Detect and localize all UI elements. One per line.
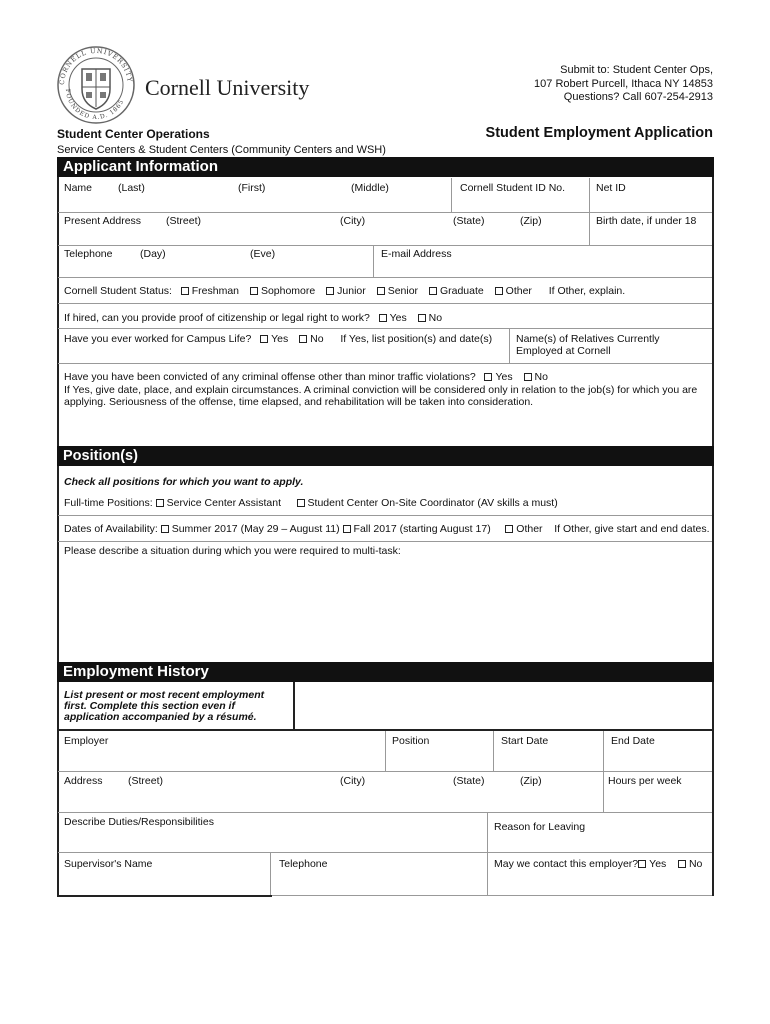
status-other-explain: If Other, explain. — [548, 285, 626, 297]
checkbox-icon — [260, 335, 268, 343]
contact-no[interactable]: No — [678, 858, 702, 870]
emp-street-label: (Street) — [128, 775, 164, 787]
zip-label: (Zip) — [520, 215, 542, 227]
contact-question: May we contact this employer? — [494, 858, 639, 870]
box-border — [712, 466, 714, 663]
convicted-explain: If Yes, give date, place, and explain circumstances. A criminal conviction will be considered only in relation to the job(s) for which you are applying. Seriousness of the offense, time elapsed, and rehabilitation will be taken into consideration. — [64, 384, 698, 408]
row-divider — [58, 852, 712, 853]
convicted-row — [64, 371, 556, 383]
row-divider — [58, 212, 712, 213]
dept-name: Student Center Operations — [57, 127, 210, 141]
checkbox-icon — [484, 373, 492, 381]
row-divider — [58, 812, 712, 813]
divider — [603, 731, 604, 813]
svg-text:CORNELL UNIVERSITY: CORNELL UNIVERSITY — [57, 46, 134, 86]
row-divider — [58, 771, 712, 772]
street-label: (Street) — [166, 215, 202, 227]
city-label: (City) — [340, 215, 366, 227]
row-divider — [58, 277, 712, 278]
status-junior[interactable]: Junior — [326, 285, 366, 297]
checkbox-icon — [379, 314, 387, 322]
email-label: E-mail Address — [381, 248, 452, 260]
row-divider — [58, 245, 712, 246]
name-label: Name — [64, 182, 93, 194]
checkbox-icon — [638, 860, 646, 868]
position-onsite-coordinator[interactable]: Student Center On-Site Coordinator (AV skills a must) — [297, 497, 558, 509]
status-label: Cornell Student Status: — [64, 285, 172, 297]
box-border — [57, 177, 59, 446]
telephone-label: Telephone — [64, 248, 113, 260]
divider — [451, 178, 452, 213]
university-name: Cornell University — [145, 75, 310, 100]
citizenship-yes[interactable]: Yes — [379, 312, 407, 324]
fulltime-label: Full-time Positions: — [64, 497, 153, 509]
contact-row — [494, 858, 702, 870]
campus-life-row — [64, 333, 492, 345]
birth-date-label: Birth date, if under 18 — [596, 215, 697, 227]
availability-row — [64, 523, 710, 535]
status-graduate[interactable]: Graduate — [429, 285, 484, 297]
contact-yes[interactable]: Yes — [638, 858, 666, 870]
day-phone-label: (Day) — [140, 248, 166, 260]
convicted-yes[interactable]: Yes — [484, 371, 512, 383]
checkbox-icon — [326, 287, 334, 295]
citizenship-no[interactable]: No — [418, 312, 442, 324]
checkbox-icon — [297, 499, 305, 507]
emp-city-label: (City) — [340, 775, 366, 787]
net-id-label: Net ID — [596, 182, 626, 194]
row-divider — [57, 895, 272, 897]
submit-line: Submit to: Student Center Ops, — [560, 64, 713, 76]
row-divider — [58, 515, 712, 516]
citizenship-question: If hired, can you provide proof of citizenship or legal right to work? — [64, 312, 370, 324]
submit-line: 107 Robert Purcell, Ithaca NY 14853 — [534, 77, 713, 90]
status-sophomore[interactable]: Sophomore — [250, 285, 315, 297]
availability-fall[interactable]: Fall 2017 (starting August 17) — [343, 523, 491, 535]
row-divider — [272, 895, 712, 896]
citizenship-row — [64, 312, 450, 324]
box-border — [712, 682, 714, 896]
employer-label: Employer — [64, 735, 109, 747]
student-id-label: Cornell Student ID No. — [460, 182, 566, 194]
address-label: Present Address — [64, 215, 142, 227]
convicted-question: Have you have been convicted of any criminal offense other than minor traffic violations? — [64, 371, 476, 383]
checkbox-icon — [181, 287, 189, 295]
availability-label: Dates of Availability: — [64, 523, 158, 535]
student-status-row — [64, 285, 625, 297]
availability-other[interactable]: Other — [505, 523, 542, 535]
checkbox-icon — [299, 335, 307, 343]
divider — [373, 246, 374, 278]
checkbox-icon — [250, 287, 258, 295]
dept-subtitle: Service Centers & Student Centers (Community Centers and WSH) — [57, 144, 386, 156]
divider — [385, 731, 386, 772]
divider — [493, 731, 494, 772]
cornell-seal — [56, 45, 136, 125]
checkbox-icon — [161, 525, 169, 533]
end-date-label: End Date — [611, 735, 655, 747]
campus-life-no[interactable]: No — [299, 333, 323, 345]
eve-phone-label: (Eve) — [250, 248, 276, 260]
divider — [509, 329, 510, 364]
emp-address-label: Address — [64, 775, 103, 787]
position-label: Position — [392, 735, 430, 747]
availability-other-explain: If Other, give start and end dates. — [554, 523, 710, 535]
row-divider — [58, 363, 712, 364]
applicant-section-title: Applicant Information — [57, 157, 714, 177]
divider — [487, 813, 488, 895]
start-date-label: Start Date — [501, 735, 549, 747]
emp-state-label: (State) — [453, 775, 485, 787]
position-service-center-assistant[interactable]: Service Center Assistant — [156, 497, 294, 509]
supervisor-label: Supervisor's Name — [64, 858, 153, 870]
fulltime-row — [64, 497, 558, 509]
checkbox-icon — [418, 314, 426, 322]
status-senior[interactable]: Senior — [377, 285, 418, 297]
status-freshman[interactable]: Freshman — [181, 285, 239, 297]
checkbox-icon — [429, 287, 437, 295]
form-title: Student Employment Application — [485, 125, 713, 141]
middle-name-label: (Middle) — [351, 182, 389, 194]
checkbox-icon — [678, 860, 686, 868]
divider — [293, 682, 295, 730]
svg-text:FOUNDED A.D. 1865: FOUNDED A.D. 1865 — [63, 88, 126, 122]
checkbox-icon — [505, 525, 513, 533]
campus-life-yes[interactable]: Yes — [260, 333, 288, 345]
multitask-answer-area[interactable] — [60, 560, 710, 660]
emp-telephone-label: Telephone — [279, 858, 328, 870]
box-border — [57, 682, 59, 896]
checkbox-icon — [343, 525, 351, 533]
row-divider — [58, 541, 712, 542]
divider — [270, 853, 271, 896]
positions-section-title: Position(s) — [57, 446, 714, 466]
first-name-label: (First) — [238, 182, 266, 194]
box-border — [57, 466, 59, 663]
checkbox-icon — [377, 287, 385, 295]
campus-life-list-label: If Yes, list position(s) and date(s) — [340, 333, 493, 345]
multitask-question: Please describe a situation during which you were required to multi-task: — [64, 545, 401, 557]
hours-label: Hours per week — [608, 775, 682, 787]
row-divider — [58, 328, 712, 329]
submit-line: Questions? Call 607-254-2913 — [563, 91, 713, 103]
submit-info — [534, 64, 713, 105]
state-label: (State) — [453, 215, 485, 227]
box-border — [712, 177, 714, 446]
duties-label: Describe Duties/Responsibilities — [64, 816, 214, 828]
relatives-label: Name(s) of Relatives Currently Employed at Cornell — [516, 333, 660, 357]
positions-instruction: Check all positions for which you want to apply. — [64, 476, 304, 488]
emp-zip-label: (Zip) — [520, 775, 542, 787]
employment-section-title: Employment History — [57, 662, 714, 682]
status-other[interactable]: Other — [495, 285, 532, 297]
employment-instruction: List present or most recent employment first. Complete this section even if application accompanied by a résumé. — [64, 689, 265, 723]
last-name-label: (Last) — [118, 182, 145, 194]
convicted-no[interactable]: No — [524, 371, 548, 383]
checkbox-icon — [524, 373, 532, 381]
availability-summer[interactable]: Summer 2017 (May 29 – August 11) — [161, 523, 340, 535]
campus-life-question: Have you ever worked for Campus Life? — [64, 333, 252, 345]
checkbox-icon — [156, 499, 164, 507]
row-divider — [58, 303, 712, 304]
reason-label: Reason for Leaving — [494, 821, 586, 833]
checkbox-icon — [495, 287, 503, 295]
